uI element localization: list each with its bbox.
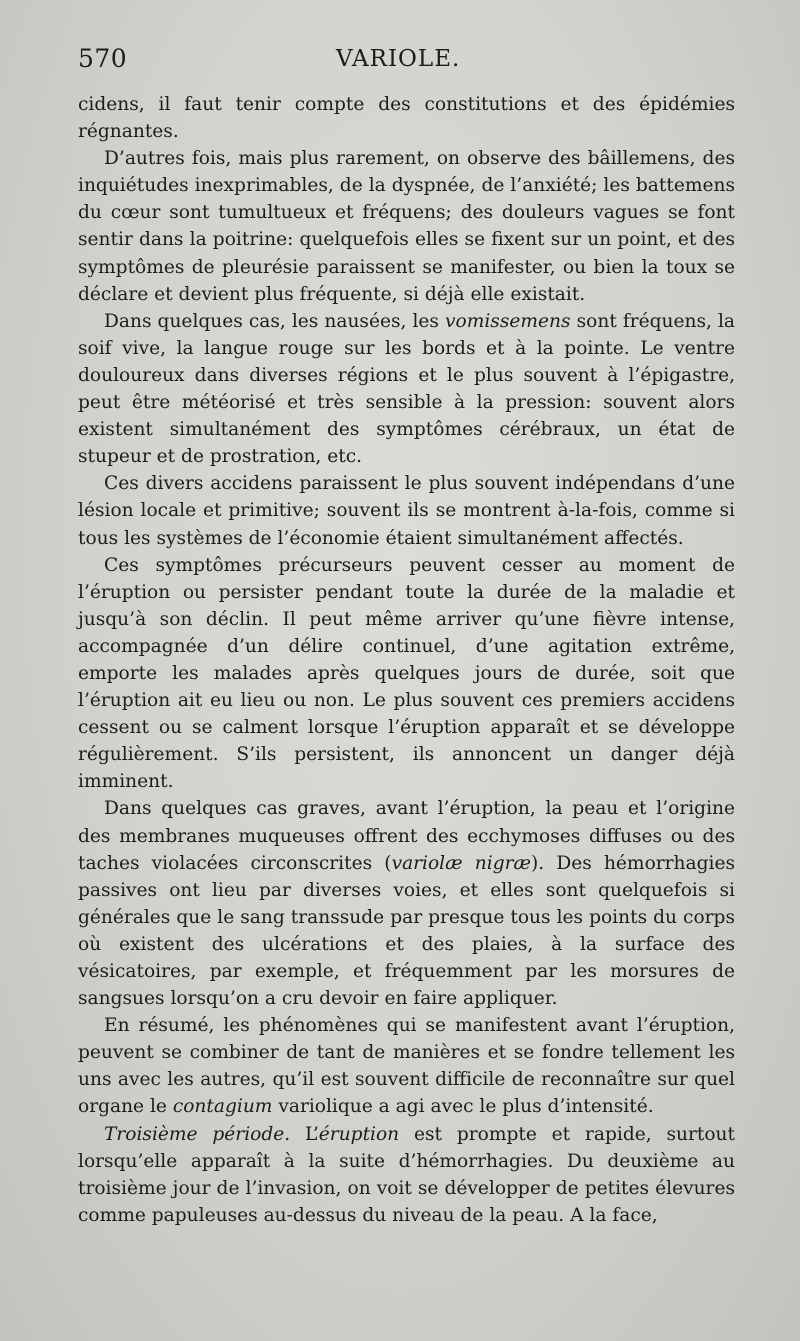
italic-text: contagium [172,1096,273,1118]
text-run: L’ [290,1123,319,1145]
paragraph [78,91,735,145]
text-run: Dans quelques cas, les nausées, les [104,310,446,332]
paragraph [78,795,735,1012]
text-run: ). Des hémorrhagies passives ont lieu par diverses voies, et elles sont quelquefois si générales que le sang transsude par presque tous les points du corps où existent des ulcérations et des plaies, à la surface des vésicatoires, par exemple, et fréquemment par les morsures de sangsues lorsqu’on a cru devoir en faire appliquer. [78,852,735,1010]
paragraph [78,552,735,796]
text-run: cidens, il faut tenir compte des constitutions et des épidémies régnantes. [78,94,735,143]
page-number: 570 [78,44,128,73]
italic-text: Troisième période. [104,1123,291,1145]
text-run: En résumé, les phénomènes qui se manifestent avant l’éruption, peuvent se combiner de tant de manières et se fondre tellement les uns avec les autres, qu’il est souvent difficile de reconnaître sur quel organe le [78,1015,735,1118]
text-run: est prompte et rapide, surtout lorsqu’elle apparaît à la suite d’hémorrhagies. Du deuxième au troisième jour de l’invasion, on voit se développer de petites élevures comme papuleuses au-dessus du niveau de la peau. A la face, [78,1123,735,1226]
paragraph [78,470,735,551]
paragraph [78,1012,735,1120]
italic-text: vomissemens [445,310,571,332]
paragraph [78,145,735,308]
paragraph [78,308,735,471]
text-run: variolique a agi avec le plus d’intensité. [272,1096,654,1118]
text-run: Ces symptômes précurseurs peuvent cesser au moment de l’éruption ou persister pendant toute la durée de la maladie et jusqu’à son déclin. Il peut même arriver qu’une fièvre intense, accompagnée d’un délire continuel, d’une agitation extrême, emporte les malades après quelques jours de durée, soit que l’éruption ait eu lieu ou non. Le plus souvent ces premiers accidens cessent ou se calment lorsque l’éruption apparaît et se développe régulièrement. S’ils persistent, ils annoncent un danger déjà imminent. [78,554,735,793]
paragraph [78,1121,735,1229]
text-run: Ces divers accidens paraissent le plus souvent indépendans d’une lésion locale et primitive; souvent ils se montrent à-la-fois, comme si tous les systèmes de l’économie étaient simultanément affectés. [78,473,735,549]
text-run: D’autres fois, mais plus rarement, on observe des bâillemens, des inquiétudes inexprimables, de la dyspnée, de l’anxiété; les battemens du cœur sont tumultueux et fréquens; des douleurs vagues se font sentir dans la poitrine: quelquefois elles se fixent sur un point, et des symptômes de pleurésie paraissent se manifester, ou bien la toux se déclare et devient plus fréquente, si déjà elle existait. [78,148,735,305]
body-text [78,91,735,1229]
running-title: VARIOLE. [336,46,461,72]
text-run: Dans quelques cas graves, avant l’éruption, la peau et l’origine des membranes muqueuses offrent des ecchymoses diffuses ou des taches violacées circonscrites ( [78,798,735,874]
italic-text: éruption [318,1123,400,1145]
italic-text: variolæ nigræ [391,852,531,874]
text-run: sont fréquens, la soif vive, la langue rouge sur les bords et à la pointe. Le ventre douloureux dans diverses régions et le plus souvent à l’épigastre, peut être météorisé et très sensible à la pression: souvent alors existent simultanément des symptômes cérébraux, un état de stupeur et de prostration, etc. [78,310,736,468]
page-header [78,44,738,84]
